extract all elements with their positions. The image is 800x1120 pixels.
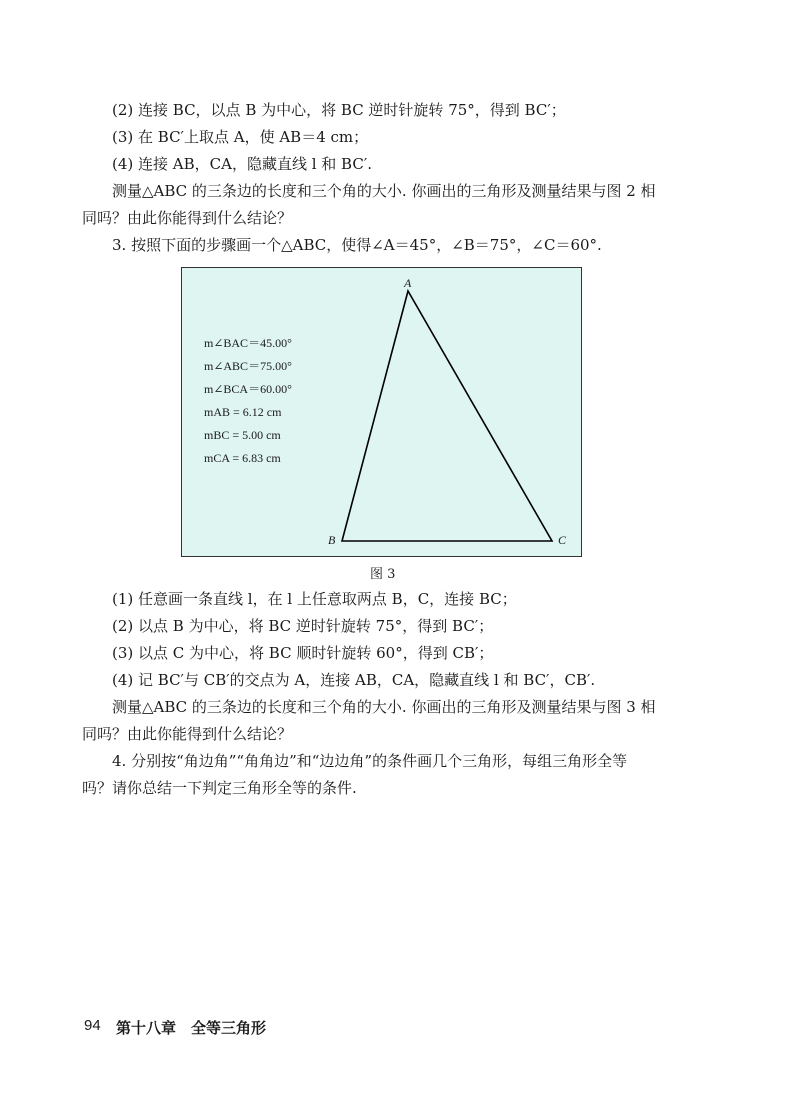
- step-4-text: (4) 连接 AB，CA，隐藏直线 l 和 BC′.: [112, 155, 373, 173]
- exercise-3-title: 3. 按照下面的步骤画一个△ABC，使得∠A＝45°，∠B＝75°，∠C＝60°.: [112, 236, 602, 254]
- measurement-side-ca: mCA = 6.83 cm: [204, 451, 281, 465]
- measurement-side-bc: mBC = 5.00 cm: [204, 428, 281, 442]
- measure-instruction-line2: 同吗？由此你能得到什么结论？: [82, 209, 293, 227]
- vertex-label-b: B: [328, 533, 336, 547]
- procedure-step-3: (3) 以点 C 为中心，将 BC 顺时针旋转 60°，得到 CB′；: [112, 644, 494, 662]
- measurement-angle-bac: m∠BAC＝45.00°: [204, 336, 292, 350]
- step-3-text: (3) 在 BC′上取点 A，使 AB＝4 cm；: [112, 128, 369, 146]
- measure-instruction-line1: 测量△ABC 的三条边的长度和三个角的大小. 你画出的三角形及测量结果与图 2 相: [112, 182, 656, 200]
- vertex-label-c: C: [558, 533, 567, 547]
- measure-question-line1: 测量△ABC 的三条边的长度和三个角的大小. 你画出的三角形及测量结果与图 3 相: [112, 698, 656, 716]
- page-number: 94: [84, 1017, 101, 1034]
- exercise-4-line2: 吗？请你总结一下判定三角形全等的条件.: [82, 779, 357, 797]
- procedure-step-1: (1) 任意画一条直线 l，在 l 上任意取两点 B，C，连接 BC；: [112, 590, 517, 608]
- figure-caption: 图 3: [370, 567, 396, 582]
- measurement-angle-abc: m∠ABC＝75.00°: [204, 359, 292, 373]
- chapter-title: 第十八章 全等三角形: [116, 1019, 267, 1037]
- measurement-angle-bca: m∠BCA＝60.00°: [204, 382, 292, 396]
- measurement-side-ab: mAB = 6.12 cm: [204, 405, 282, 419]
- procedure-step-4: (4) 记 BC′与 CB′的交点为 A，连接 AB，CA，隐藏直线 l 和 BC′，CB′.: [112, 671, 596, 689]
- step-2-text: (2) 连接 BC，以点 B 为中心，将 BC 逆时针旋转 75°，得到 BC′；: [112, 101, 566, 119]
- triangle-figure: [181, 267, 582, 557]
- triangle-abc: [342, 291, 552, 541]
- exercise-4-line1: 4. 分别按“角边角”“角角边”和“边边角”的条件画几个三角形，每组三角形全等: [112, 752, 628, 770]
- procedure-step-2: (2) 以点 B 为中心，将 BC 逆时针旋转 75°，得到 BC′；: [112, 617, 494, 635]
- vertex-label-a: A: [404, 276, 412, 290]
- measure-question-line2: 同吗？由此你能得到什么结论？: [82, 725, 293, 743]
